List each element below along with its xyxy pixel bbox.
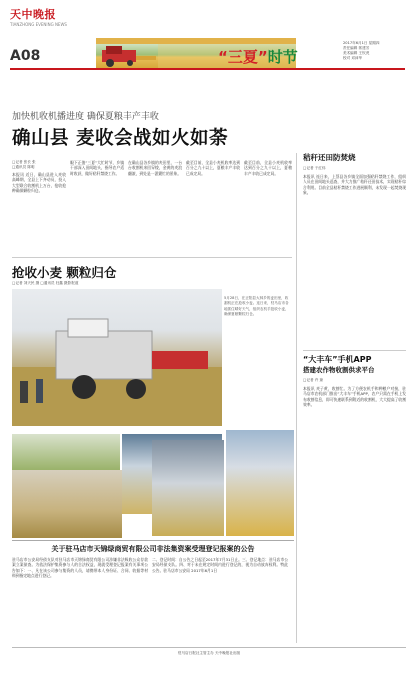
lead-column-5: 截至目前，全县小麦机收率达到百分之九十以上，夏粮丰产丰收已成定局。 (244, 160, 292, 176)
harvester-cab-photo (152, 440, 224, 536)
page-number: A08 (10, 48, 41, 64)
sidebar-story2-title: “大丰车”手机APP (303, 355, 372, 364)
special-section-title (218, 46, 298, 67)
notice-title: 关于驻马店市天锦绿商贸有限公司非法集资案受理登记报案的公告 (51, 545, 255, 553)
lead-byline-block (12, 160, 66, 220)
lead-byline: □记者 张长 张 (12, 160, 36, 164)
right-sidebar (296, 153, 406, 643)
lead-kicker: 加快机收机播进度 确保夏粮丰产丰收 (12, 112, 159, 122)
page-footer: 驻马店日报社主管主办 天中晚报社出版 (12, 647, 406, 656)
notice-body (12, 557, 294, 641)
lead-column-1: 本报讯 近日，确山县进入麦收高峰期，全县上下齐动员，投入大型联合收割机上万台，抢收抢种确保颗粒归仓。 (12, 172, 66, 194)
lead-correspondent: □通讯员 陈明 (12, 165, 35, 169)
issue-info (343, 41, 408, 61)
sidebar-story1-byline: □记者 于红伟 (303, 166, 326, 170)
header-divider (10, 68, 405, 70)
legal-notice (12, 540, 294, 640)
grain-unloading-photo (226, 430, 294, 536)
designer-credit: 美术编辑 王钦虎 (343, 51, 370, 55)
feature-byline: □记者 刘天民 摄 □通讯员 杜鑫 摄影报道 (12, 281, 79, 285)
sidebar-story2-subtitle: 搭建农作物收割供求平台 (303, 366, 375, 374)
special-title-main: “三夏” (218, 48, 268, 66)
feature-title: 抢收小麦 颗粒归仓 (12, 265, 117, 280)
photo-caption: 5月28日，在正阳县大林乡的麦田里，收割机正在抢收小麦。连日来，驻马店市各地抓住晴好天气，组织农机手抢收小麦，确保夏粮颗粒归仓。 (224, 296, 289, 317)
newspaper-logo-subtitle: TIANZHONG EVENING NEWS (10, 22, 67, 27)
newspaper-logo: 天中晚报 (10, 8, 56, 21)
notice-column-right: 二、登记时间：自公告之日起至2017年7月31日止。三、登记地点：驻马店市公安局经侦支队。四、对于未在规定时间内进行登记的，视为自动放弃权利。特此公告。驻马店市公安局 2017年6月1日 (152, 557, 288, 573)
editor-credit: 责任编辑 郭建芳 (343, 46, 370, 50)
lead-headline: 确山县 麦收会战如火如荼 (12, 128, 228, 149)
notice-column-left: 驻马店市公安局经侦支队对驻马店市天锦绿商贸有限公司涉嫌非法吸收公众存款案立案侦查。为依法保护集资参与人的合法权益，现就受理登记报案有关事项公告如下：一、凡在该公司参与集资的人员，请携带本人身份证、合同、收据等材料到指定地点进行登记。 (12, 557, 148, 579)
sidebar-story2-byline: □记者 许 琼 (303, 378, 324, 382)
lead-column-2: 眼下正值“三夏”大忙时节，乡镇干部深入田间地头，指导农户适时收获，做好秸秆禁烧工作。 (70, 160, 124, 176)
feature-divider (12, 257, 292, 258)
masthead (0, 0, 415, 75)
wheat-pile-photo (12, 470, 122, 538)
combine-harvester-photo (12, 289, 222, 426)
issue-date: 2017年6月1日 星期四 (343, 41, 380, 45)
sidebar-story1-body: 本报讯 连日来，上蔡县各乡镇全面加强秸秆禁烧工作，组织人员在田间地头巡查，并大力推广秸秆还田技术，实现秸秆综合利用。目前全县秸秆禁烧工作进展顺利，未发现一起焚烧现象。 (303, 174, 406, 196)
harvester-illustration (12, 289, 222, 426)
proofreader-credit: 校对 邓沛华 (343, 56, 363, 60)
sidebar-story2-body: 本报讯 麦子黄，收割忙。为了方便农机手和种粮户对接，驻马店市农机部门推出“大丰车”手机APP，农户只需在手机上发布收割信息，即可快速联系到附近的收割机，大大提高了收割效率。 (303, 386, 406, 408)
lead-column-4: 截至目前，全县小麦机收率达到百分之九十以上，夏粮丰产丰收已成定局。 (186, 160, 240, 176)
special-title-accent: 时节 (267, 48, 298, 66)
lead-column-3: 在确山县各乡镇的麦田里，一台台收割机来回穿梭，金黄的麦浪翻滚，到处是一派繁忙的景象。 (128, 160, 182, 176)
sidebar-story1-title: 秸秆还田防焚烧 (303, 153, 356, 162)
